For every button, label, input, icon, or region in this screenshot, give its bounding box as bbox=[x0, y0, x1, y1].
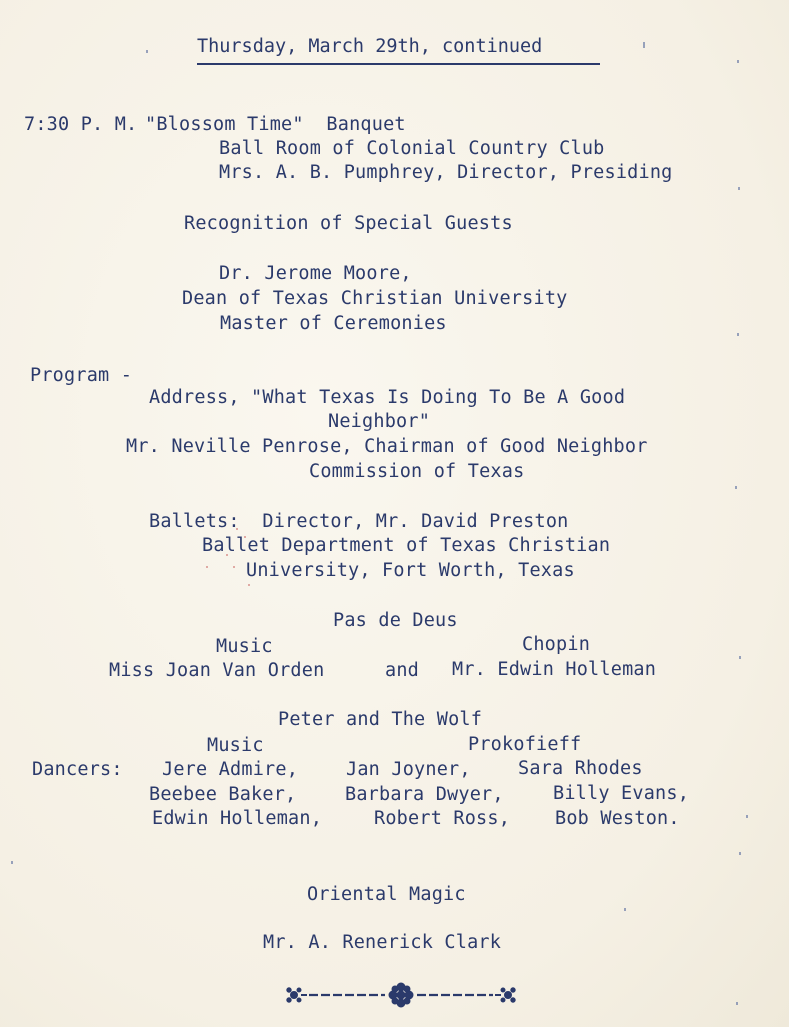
mc-title: Dean of Texas Christian University bbox=[182, 288, 568, 309]
banquet-name: "Blossom Time" Banquet bbox=[145, 114, 406, 135]
peter-music-label: Music bbox=[207, 735, 264, 756]
pas-de-deus-dancer-2: Mr. Edwin Holleman bbox=[452, 659, 657, 680]
dancer-name: Jere Admire, bbox=[162, 759, 299, 780]
paper-speck bbox=[738, 187, 740, 190]
paper-speck bbox=[736, 1002, 738, 1005]
banquet-time: 7:30 P. M. bbox=[24, 114, 138, 135]
dancer-name: Billy Evans, bbox=[553, 783, 690, 804]
dancer-name: Bob Weston. bbox=[555, 808, 680, 829]
recognition-heading: Recognition of Special Guests bbox=[184, 213, 513, 234]
magic-performer: Mr. A. Renerick Clark bbox=[263, 932, 502, 953]
pas-de-deus-music-label: Music bbox=[216, 636, 273, 657]
title-underline bbox=[197, 63, 600, 65]
banquet-venue: Ball Room of Colonial Country Club bbox=[219, 138, 605, 159]
pas-de-deus-title: Pas de Deus bbox=[333, 610, 458, 631]
dancer-name: Robert Ross, bbox=[374, 808, 511, 829]
paper-speck bbox=[737, 333, 739, 336]
dancer-name: Barbara Dwyer, bbox=[345, 784, 504, 805]
pas-de-deus-dancer-1: Miss Joan Van Orden bbox=[109, 660, 325, 681]
address-line-1: Address, "What Texas Is Doing To Be A Good bbox=[149, 387, 626, 408]
paper-speck bbox=[624, 908, 626, 911]
pas-de-deus-composer: Chopin bbox=[522, 634, 591, 655]
mc-role: Master of Ceremonies bbox=[220, 313, 447, 334]
dancer-name: Beebee Baker, bbox=[149, 784, 297, 805]
ballets-line-1: Ballets: Director, Mr. David Preston bbox=[149, 511, 569, 532]
peter-title: Peter and The Wolf bbox=[278, 709, 483, 730]
paper-speck bbox=[146, 50, 148, 53]
dancer-name: Jan Joyner, bbox=[346, 759, 471, 780]
fleuron-divider-icon bbox=[285, 981, 517, 1009]
paper-stain bbox=[233, 566, 235, 568]
peter-composer: Prokofieff bbox=[468, 734, 582, 755]
dancer-name: Edwin Holleman, bbox=[152, 808, 323, 829]
dancers-label: Dancers: bbox=[32, 759, 123, 780]
banquet-presiding: Mrs. A. B. Pumphrey, Director, Presiding bbox=[219, 162, 673, 183]
paper-stain bbox=[206, 566, 208, 568]
paper-stain bbox=[244, 536, 246, 538]
mc-name: Dr. Jerome Moore, bbox=[219, 263, 412, 284]
page-title: Thursday, March 29th, continued bbox=[197, 36, 543, 57]
paper-stain bbox=[226, 554, 228, 556]
pas-de-deus-and: and bbox=[385, 660, 420, 681]
program-label: Program - bbox=[30, 365, 133, 386]
paper-speck bbox=[735, 486, 737, 489]
paper-speck bbox=[739, 852, 741, 855]
ballets-line-2: Ballet Department of Texas Christian bbox=[202, 535, 611, 556]
magic-title: Oriental Magic bbox=[307, 884, 466, 905]
paper-speck bbox=[737, 60, 739, 63]
speaker-line-1: Mr. Neville Penrose, Chairman of Good Neighbor bbox=[126, 436, 648, 457]
paper-stain bbox=[248, 584, 250, 586]
paper-speck bbox=[739, 656, 741, 659]
dancer-name: Sara Rhodes bbox=[518, 758, 643, 779]
paper-stain bbox=[236, 528, 238, 530]
paper-speck bbox=[643, 42, 645, 48]
paper-speck bbox=[11, 861, 13, 864]
speaker-line-2: Commission of Texas bbox=[309, 461, 525, 482]
ballets-line-3: University, Fort Worth, Texas bbox=[246, 560, 575, 581]
address-line-2: Neighbor" bbox=[328, 411, 431, 432]
paper-speck bbox=[746, 815, 748, 818]
